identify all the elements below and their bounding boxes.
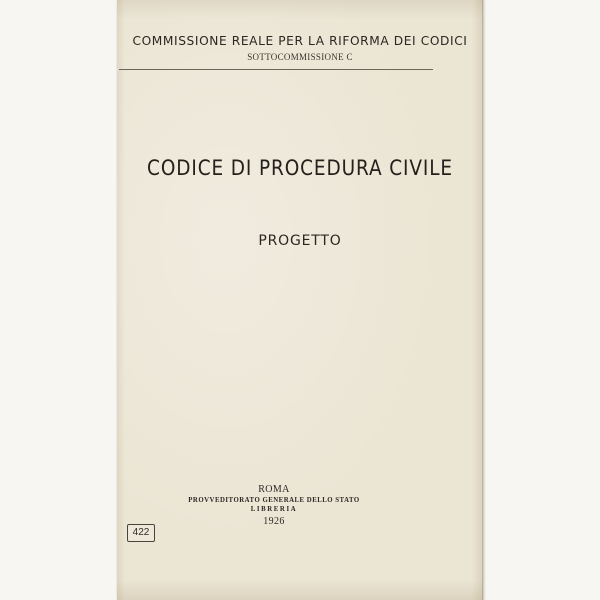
imprint-publisher: PROVVEDITORATO GENERALE DELLO STATO [188, 497, 360, 504]
page-edge-shadow [482, 0, 486, 600]
header-title: COMMISSIONE REALE PER LA RIFORMA DEI CODICI [132, 34, 468, 48]
main-subtitle: PROGETTO [258, 233, 342, 249]
book-page [117, 0, 483, 600]
main-title: CODICE DI PROCEDURA CIVILE [147, 156, 453, 180]
library-stamp: 422 [127, 524, 155, 542]
imprint-year: 1926 [263, 516, 285, 527]
imprint-shop: LIBRERIA [250, 506, 298, 513]
header-subtitle: SOTTOCOMMISSIONE C [247, 52, 353, 62]
imprint-city: ROMA [258, 484, 290, 495]
header-divider [119, 69, 433, 70]
